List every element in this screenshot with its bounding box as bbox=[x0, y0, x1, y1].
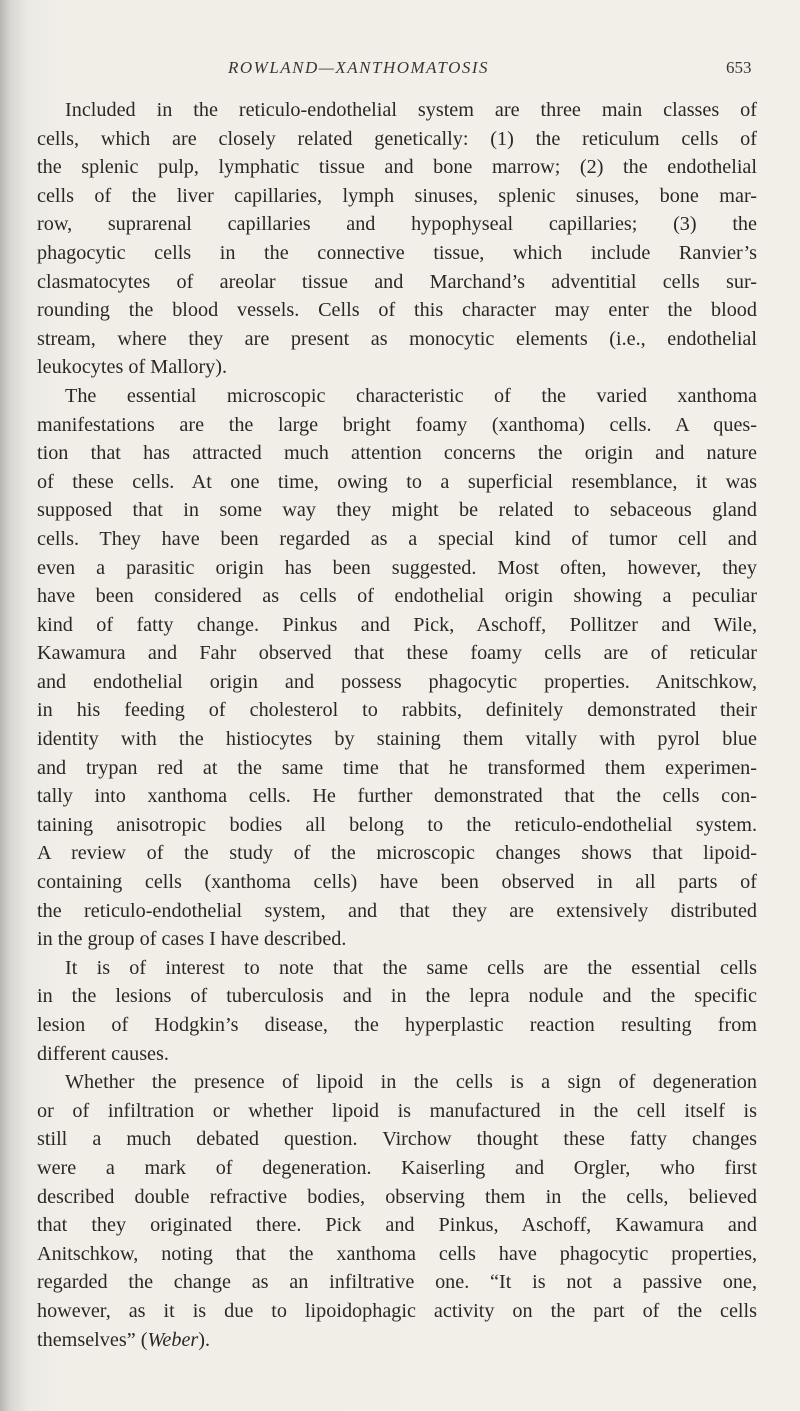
text-line: in his feeding of cholesterol to rabbits, definitely demonstrated their bbox=[37, 699, 757, 722]
text-line: regarded the change as an infiltrative one. “It is not a passive one, bbox=[37, 1271, 757, 1294]
text-line: The essential microscopic characteristic of the varied xanthoma bbox=[65, 384, 757, 407]
text-line: of these cells. At one time, owing to a superficial resemblance, it was bbox=[37, 470, 757, 493]
paragraph-xanthoma-cells-origin bbox=[37, 382, 757, 954]
text-line: rounding the blood vessels. Cells of this character may enter the blood bbox=[37, 299, 757, 322]
text-line: or of infiltration or whether lipoid is manufactured in the cell itself is bbox=[37, 1099, 757, 1122]
text-line: Whether the presence of lipoid in the cells is a sign of degeneration bbox=[65, 1071, 757, 1094]
text-line: Kawamura and Fahr observed that these foamy cells are of reticular bbox=[37, 642, 757, 665]
text-line: the splenic pulp, lymphatic tissue and bone marrow; (2) the endothelial bbox=[37, 156, 757, 179]
text-line: even a parasitic origin has been suggested. Most often, however, they bbox=[37, 556, 757, 579]
text-line: and endothelial origin and possess phagocytic properties. Anitschkow, bbox=[37, 670, 757, 693]
text-line: different causes. bbox=[37, 1042, 169, 1065]
text-line: stream, where they are present as monocytic elements (i.e., endothelial bbox=[37, 327, 757, 350]
text-line: the reticulo-endothelial system, and that they are extensively distributed bbox=[37, 899, 757, 922]
text-line: taining anisotropic bodies all belong to the reticulo-endothelial system. bbox=[37, 813, 757, 836]
text-line: cells of the liver capillaries, lymph sinuses, splenic sinuses, bone mar- bbox=[37, 184, 757, 207]
text-line: tally into xanthoma cells. He further demonstrated that the cells con- bbox=[37, 785, 757, 808]
text-line: phagocytic cells in the connective tissue, which include Ranvier’s bbox=[37, 241, 757, 264]
text-line: A review of the study of the microscopic changes shows that lipoid- bbox=[37, 842, 757, 865]
text-line: Included in the reticulo-endothelial system are three main classes of bbox=[65, 99, 757, 121]
text-line: clasmatocytes of areolar tissue and Marchand’s adventitial cells sur- bbox=[37, 270, 757, 293]
final-line-prefix: themselves” ( bbox=[37, 1328, 148, 1351]
text-line: It is of interest to note that the same cells are the essential cells bbox=[65, 956, 757, 979]
page-header bbox=[0, 58, 800, 84]
body-text bbox=[37, 96, 757, 1354]
text-line: row, suprarenal capillaries and hypophyseal capillaries; (3) the bbox=[37, 213, 757, 236]
paragraph-tuberculosis-lepra bbox=[37, 954, 757, 1068]
text-line: cells, which are closely related genetically: (1) the reticulum cells of bbox=[37, 127, 757, 150]
text-line: that they originated there. Pick and Pinkus, Aschoff, Kawamura and bbox=[37, 1214, 757, 1237]
page-number: 653 bbox=[726, 58, 752, 77]
text-line: however, as it is due to lipoidophagic activity on the part of the cells bbox=[37, 1299, 757, 1322]
final-line-suffix: ). bbox=[198, 1328, 211, 1351]
text-line: containing cells (xanthoma cells) have been observed in all parts of bbox=[37, 871, 757, 894]
text-line: kind of fatty change. Pinkus and Pick, Aschoff, Pollitzer and Wile, bbox=[37, 613, 757, 636]
paragraph-lipoid-degeneration bbox=[37, 1068, 757, 1354]
citation-weber: Weber bbox=[147, 1328, 199, 1351]
text-line: leukocytes of Mallory). bbox=[37, 356, 228, 379]
paragraph-reticulo-endothelial-classes bbox=[37, 96, 757, 382]
text-line: tion that has attracted much attention concerns the origin and nature bbox=[37, 442, 757, 465]
text-line: cells. They have been regarded as a special kind of tumor cell and bbox=[37, 527, 757, 550]
text-line: have been considered as cells of endothelial origin showing a peculiar bbox=[37, 585, 757, 608]
running-title: ROWLAND—XANTHOMATOSIS bbox=[228, 58, 490, 77]
text-line: in the lesions of tuberculosis and in the lepra nodule and the specific bbox=[37, 985, 757, 1008]
text-line: in the group of cases I have described. bbox=[37, 928, 347, 951]
text-line: identity with the histiocytes by staining them vitally with pyrol blue bbox=[37, 728, 757, 751]
text-line: were a mark of degeneration. Kaiserling and Orgler, who first bbox=[37, 1156, 757, 1179]
text-line: manifestations are the large bright foamy (xanthoma) cells. A ques- bbox=[37, 413, 757, 436]
text-line: described double refractive bodies, observing them in the cells, believed bbox=[37, 1185, 757, 1208]
text-line: supposed that in some way they might be related to sebaceous gland bbox=[37, 499, 757, 522]
text-line: and trypan red at the same time that he transformed them experimen- bbox=[37, 756, 757, 779]
text-line: Anitschkow, noting that the xanthoma cells have phagocytic properties, bbox=[37, 1242, 757, 1265]
text-line: still a much debated question. Virchow thought these fatty changes bbox=[37, 1128, 757, 1151]
text-line-final bbox=[37, 1326, 757, 1355]
text-line: lesion of Hodgkin’s disease, the hyperplastic reaction resulting from bbox=[37, 1014, 757, 1036]
